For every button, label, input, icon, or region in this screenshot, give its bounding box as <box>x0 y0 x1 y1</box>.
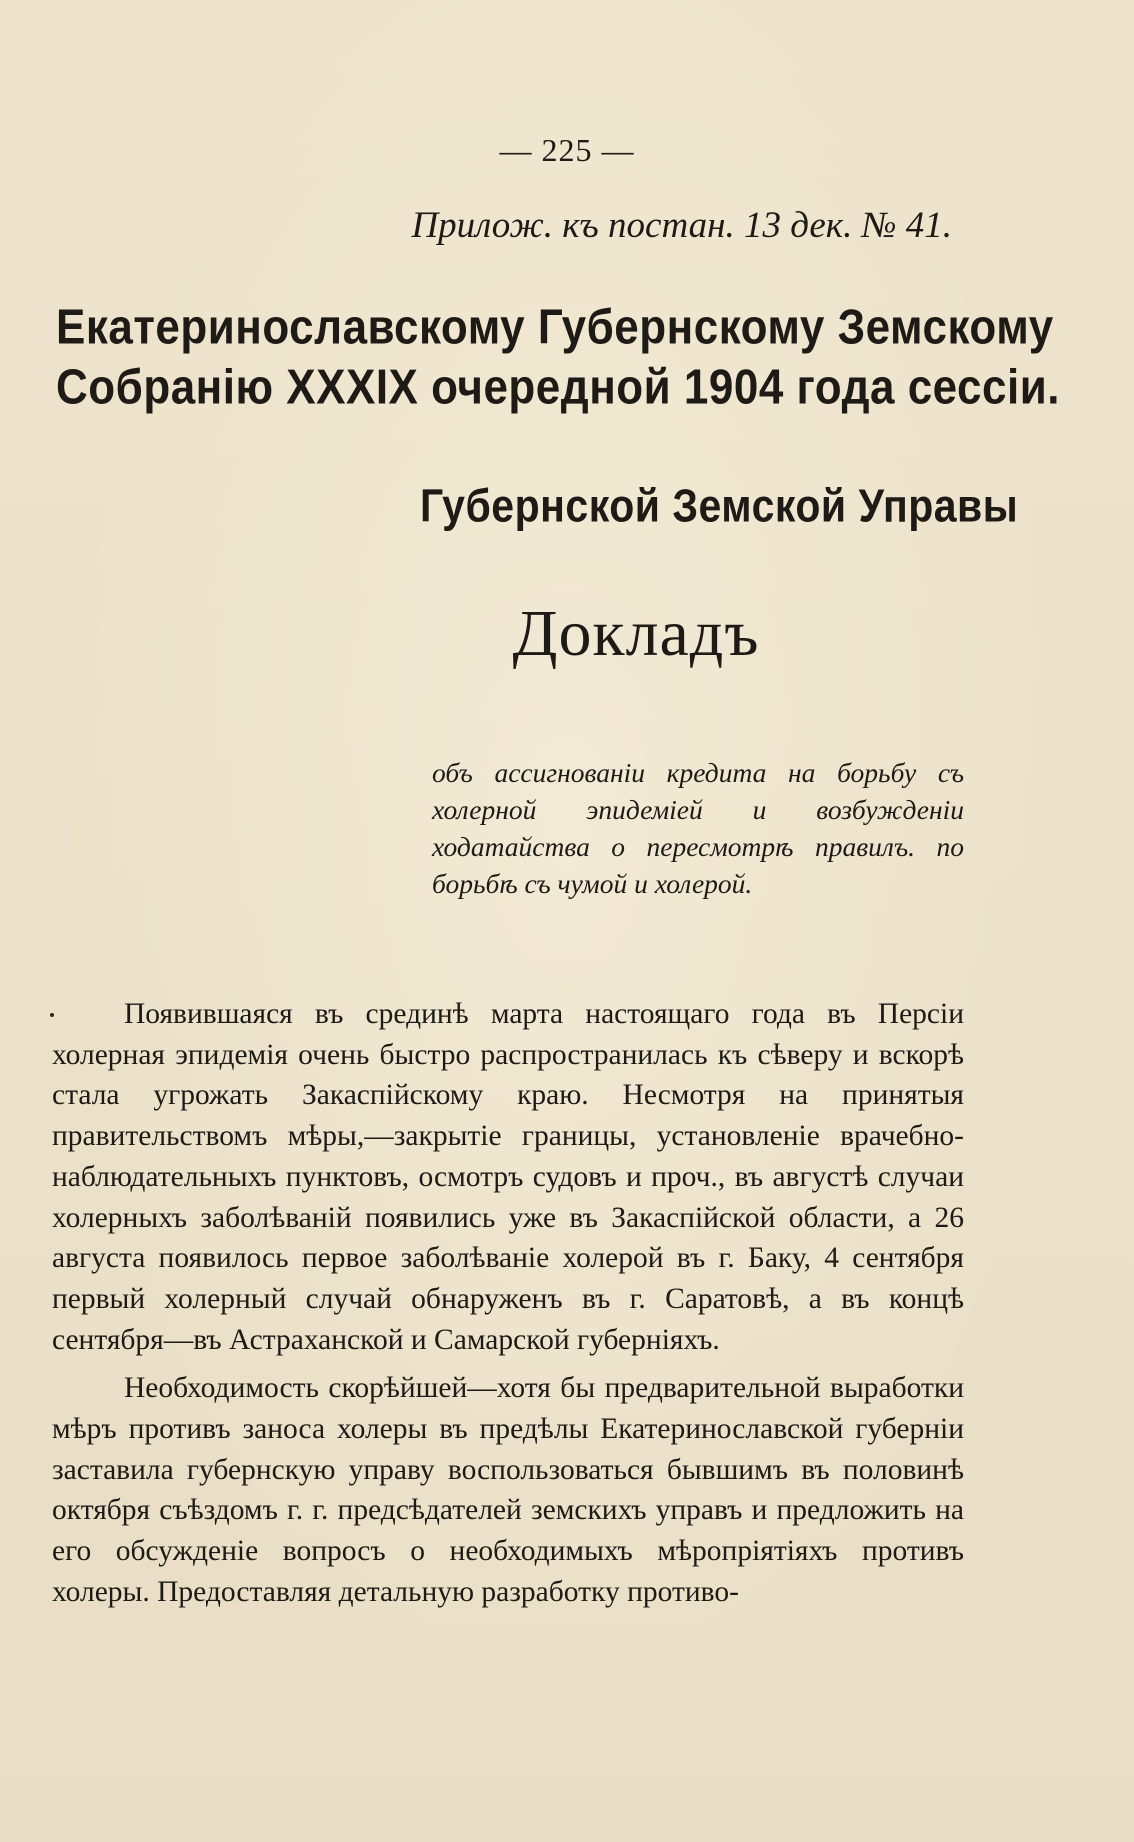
addressee-line-1: Екатеринославскому Губернскому Земскому <box>56 300 1054 355</box>
body-paragraph-2: Необходимость скорѣйшей—хотя бы предварительной выработки мѣръ противъ заноса холеры въ предѣлы Екатеринославской губерніи заставила губернскую управу воспользоваться бывшимъ въ половинѣ октября съѣздомъ г. г. предсѣдателей земскихъ управъ и предложить на его обсужденіе вопросъ о необходимыхъ мѣропріятіяхъ противъ холеры. Предоставляя детальную разработку противо- <box>52 1372 964 1608</box>
page-number: — 225 — <box>499 132 635 168</box>
body-text <box>52 994 964 1613</box>
body-paragraph-1: Появившаяся въ срединѣ марта настоящаго года въ Персіи холерная эпидемія очень быстро распространилась къ сѣверу и вскорѣ стала угрожать Закаспійскому краю. Несмотря на принятыя правительствомъ мѣры,—закрытіе границы, установленіе врачебно-наблюдательныхъ пунктовъ, осмотръ судовъ и проч., въ августѣ случаи холерныхъ заболѣваній появились уже въ Закаспійской области, а 26 августа появилось первое заболѣваніе холерой въ г. Баку, 4 сентября первый холерный случай обнаруженъ въ г. Саратовѣ, а въ концѣ сентября—въ Астраханской и Самарской губерніяхъ. <box>52 998 964 1356</box>
addressee-line-2: Собранію XXXIX очередной 1904 года сессіи. <box>56 360 1060 415</box>
report-subject: объ ассигнованіи кредита на борьбу съ холерной эпидеміей и возбужденіи ходатайства о пересмотрѣ правилъ. по борьбѣ съ чумой и холерой. <box>432 757 964 899</box>
issuing-authority: Губернской Земской Управы <box>420 480 1019 532</box>
appendix-reference: Прилож. къ постан. 13 дек. № 41. <box>411 205 952 246</box>
document-title: Докладъ <box>512 597 760 670</box>
